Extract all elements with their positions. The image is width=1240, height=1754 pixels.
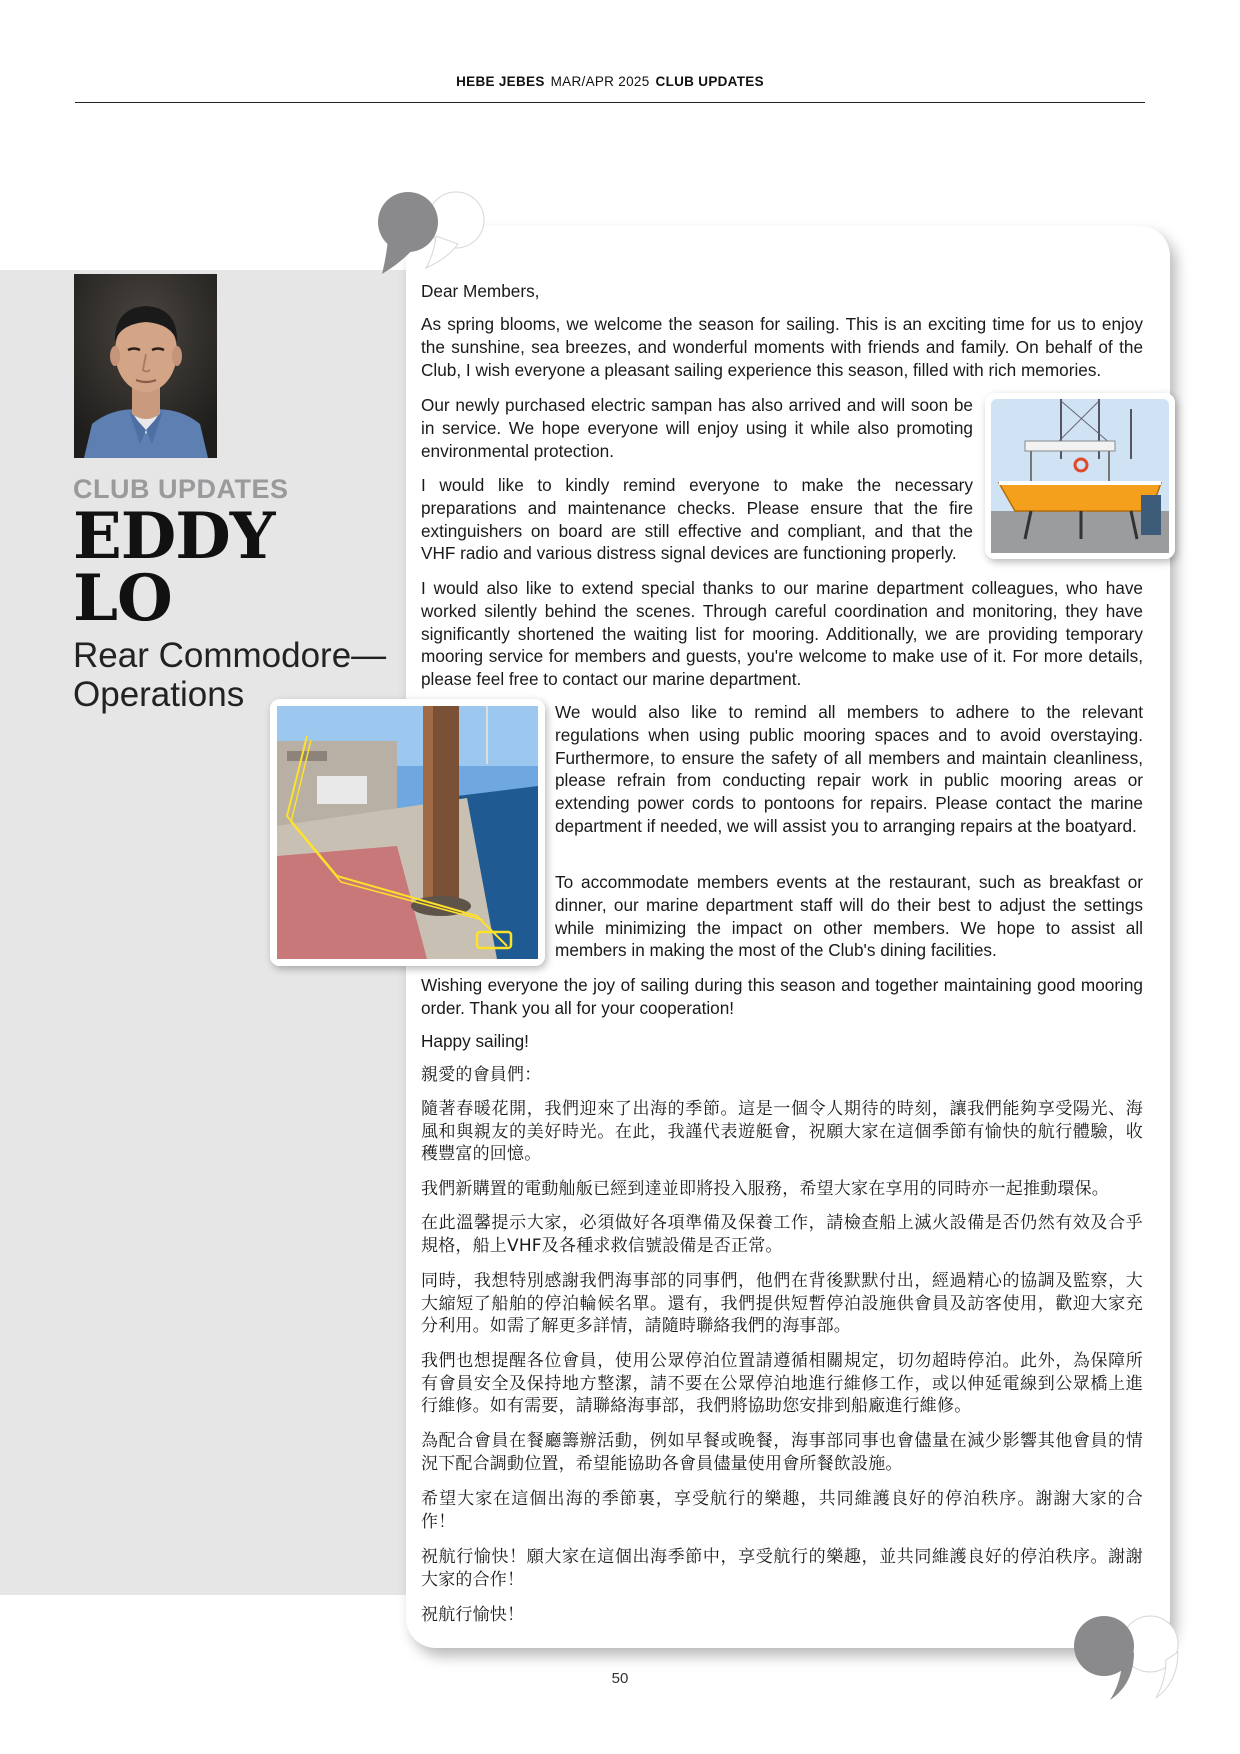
signoff-zh: 祝航行愉快！ (421, 1605, 525, 1625)
pontoon-photo (270, 699, 545, 966)
paragraph-zh-1: 隨著春暖花開，我們迎來了出海的季節。這是一個令人期待的時刻，讓我們能夠享受陽光、海風和與親友的美好時光。在此，我謹代表遊艇會，祝願大家在這個季節有愉快的航行體驗，收穫豐富的回憶。 (421, 1099, 1143, 1164)
paragraph-zh-5: 我們也想提醒各位會員，使用公眾停泊位置請遵循相關規定，切勿超時停泊。此外，為保障所有會員安全及保持地方整潔，請不要在公眾停泊地進行維修工作，或以伸延電線到公眾橋上進行維修。如有需要，請聯絡海事部，我們將協助您安排到船廠進行維修。 (421, 1351, 1143, 1416)
paragraph-zh-6: 為配合會員在餐廳籌辦活動，例如早餐或晚餐，海事部同事也會儘量在減少影響其他會員的情況下配合調動位置，希望能協助各會員儘量使用會所餐飲設施。 (421, 1431, 1143, 1474)
paragraph-zh-8: 祝航行愉快！願大家在這個出海季節中，享受航行的樂趣，並共同維護良好的停泊秩序。謝謝大家的合作！ (421, 1547, 1143, 1590)
signoff-en: Happy sailing! (421, 1031, 529, 1051)
magazine-name: HEBE JEBES (456, 74, 545, 89)
author-portrait (74, 274, 217, 458)
author-last-name: LO (73, 561, 172, 636)
paragraph-en-5: We would also like to remind all members to adhere to the relevant regulations when using public mooring spaces and to avoid overstaying. Furthermore, to ensure the safety of all members and maintain cleanliness, please refrain from conducting repair work in public mooring areas or extending power cords to pontoons for repairs. Please contact the marine department if needed, we will assist you to arranging repairs at the boatyard. (555, 702, 1143, 836)
paragraph-en-2: Our newly purchased electric sampan has also arrived and will soon be in service. We hope everyone will enjoy using it while also promoting environmental protection. (421, 395, 973, 461)
section-kicker: CLUB UPDATES (73, 474, 289, 504)
running-header (75, 74, 1145, 103)
greeting-en: Dear Members, (421, 281, 540, 301)
paragraph-en-6: To accommodate members events at the restaurant, such as breakfast or dinner, our marine department staff will do their best to adjust the settings while minimizing the impact on other members. We hope to assist all members in making the most of the Club's dining facilities. (555, 872, 1143, 961)
issue-date: MAR/APR 2025 (550, 74, 650, 89)
role-line-2: Operations (73, 675, 245, 714)
paragraph-zh-2: 我們新購置的電動舢舨已經到達並即將投入服務，希望大家在享用的同時亦一起推動環保。 (421, 1179, 1109, 1199)
page-number: 50 (611, 1670, 629, 1687)
open-quote-icon (376, 188, 491, 278)
role-line-1: Rear Commodore— (73, 636, 387, 675)
paragraph-en-7: Wishing everyone the joy of sailing during this season and together maintaining good mooring order. Thank you all for your cooperation! (421, 975, 1143, 1018)
paragraph-zh-7: 希望大家在這個出海的季節裏，享受航行的樂趣，共同維護良好的停泊秩序。謝謝大家的合作！ (421, 1489, 1143, 1532)
author-first-name: EDDY (73, 499, 275, 574)
sampan-photo (985, 393, 1175, 559)
paragraph-zh-3: 在此溫馨提示大家，必須做好各項準備及保養工作，請檢查船上滅火設備是否仍然有效及合乎規格，船上VHF及各種求救信號設備是否正常。 (421, 1213, 1143, 1256)
author-name (73, 499, 275, 636)
paragraph-en-1: As spring blooms, we welcome the season for sailing. This is an exciting time for us to enjoy the sunshine, sea breezes, and wonderful moments with friends and family. On behalf of the Club, I wish everyone a pleasant sailing experience this season, filled with rich memories. (421, 314, 1143, 380)
paragraph-en-3: I would like to kindly remind everyone to make the necessary preparations and maintenance checks. Please ensure that the fire extinguishers on board are still effective and compliant, and that the VHF radio and various distress signal devices are functioning properly. (421, 475, 973, 564)
section-name: CLUB UPDATES (655, 74, 764, 89)
paragraph-zh-4: 同時，我想特別感謝我們海事部的同事們，他們在背後默默付出，經過精心的協調及監察，大大縮短了船舶的停泊輪候名單。還有，我們提供短暫停泊設施供會員及訪客使用，歡迎大家充分利用。如需了解更多詳情，請隨時聯絡我們的海事部。 (421, 1271, 1143, 1336)
greeting-zh: 親愛的會員們： (421, 1065, 542, 1085)
paragraph-en-4: I would also like to extend special thanks to our marine department colleagues, who have worked silently behind the scenes. Through careful coordination and monitoring, they have significantly shortened the waiting list for mooring. Additionally, we are providing temporary mooring service for members and guests, you're welcome to make use of it. For more details, please feel free to contact our marine department. (421, 578, 1143, 690)
